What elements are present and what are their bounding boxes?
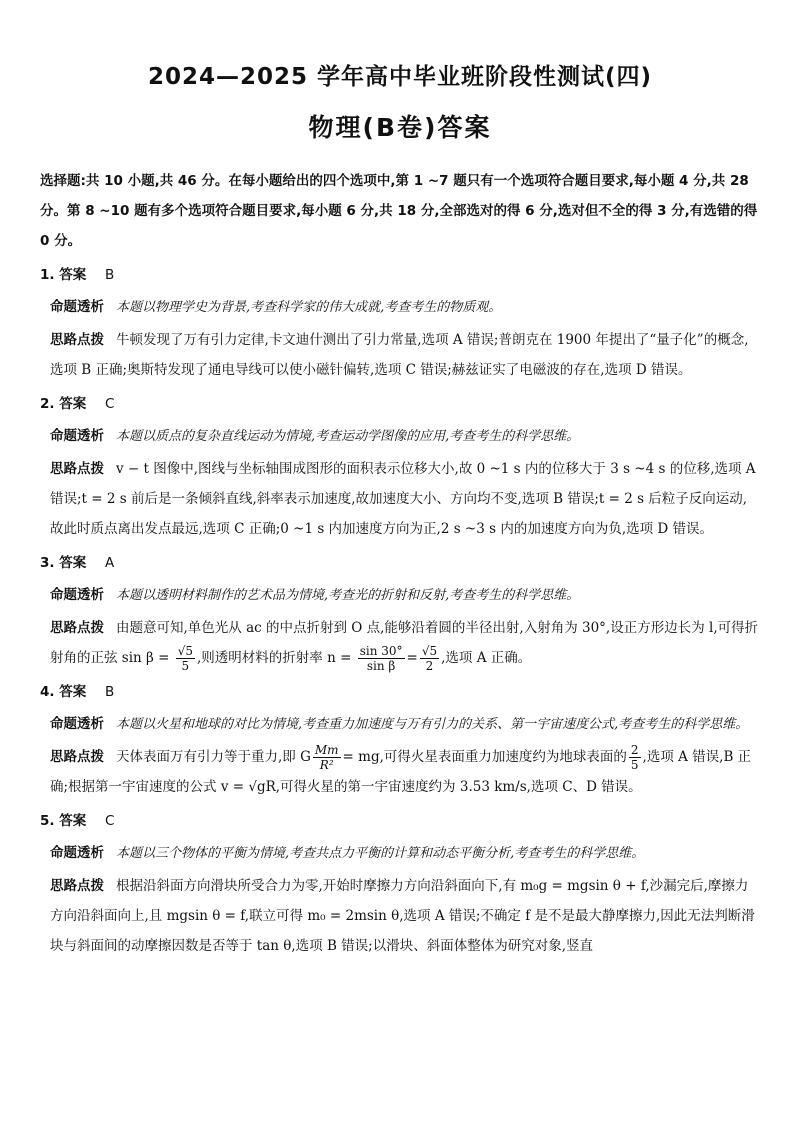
approach-label: 思路点拨: [50, 620, 104, 636]
answer-value: C: [104, 396, 115, 412]
answer-value: C: [104, 813, 115, 829]
question-item-3: [40, 548, 760, 673]
answer-value: A: [104, 555, 115, 571]
instructions: 选择题:共 10 小题,共 46 分。在每小题给出的四个选项中,第 1 ~7 题只有一个选项符合题目要求,每小题 4 分,共 28 分。第 8 ~10 题有多个选项符合题目要求,每小题 6 分,共 18 分,全部选对的得 6 分,选对但不全的得 3 分,有选错的得 0 分。: [40, 173, 758, 249]
answer-label: 答案: [59, 555, 87, 571]
approach-label: 思路点拨: [50, 461, 104, 477]
fraction-numerator: √5: [177, 644, 194, 658]
analysis-paragraph: [40, 292, 760, 323]
fraction-sqrt5-over-5: [176, 644, 195, 673]
answer-label: 答案: [59, 396, 87, 412]
question-item-4: [40, 677, 760, 802]
approach-text: v − t 图像中,图线与坐标轴围成图形的面积表示位移大小,故 0 ~1 s 内的位移大于 3 s ~4 s 的位移,选项 A 错误;t = 2 s 前后是一条倾斜直线,斜率表示加速度,故加速度大小、方向均不变,选项 B 错误;t = 2 s 后粒子反向运动,故此时质点离出发点最远,选项 C 正确;0 ~1 s 内加速度方向为正,2 s ~3 s 内的加速度方向为负,选项 D 错误。: [50, 461, 756, 537]
fraction-sin30-over-sinbeta: [358, 644, 405, 673]
fraction-denominator: R²: [319, 758, 334, 772]
fraction-sqrt5-over-2: [420, 644, 439, 673]
page-subtitle: 物理(B卷)答案: [308, 113, 492, 142]
approach-text-part-2: = mg,可得火星表面重力加速度约为地球表面的: [342, 749, 627, 765]
fraction-Mm-over-R2: [313, 743, 341, 772]
approach-paragraph: [40, 325, 760, 385]
question-item-1: [40, 260, 760, 385]
fraction-denominator: sin β: [366, 659, 396, 673]
approach-text: 根据沿斜面方向滑块所受合力为零,开始时摩擦力方向沿斜面向下,有 m₀g = mgsin θ + f,沙漏完后,摩擦力方向沿斜面向上,且 mgsin θ = f,联立可得 m₀ = 2msin θ,选项 A 错误;不确定 f 是不是最大静摩擦力,因此无法判断滑块与斜面间的动摩擦因数是否等于 tan θ,选项 B 错误;以滑块、斜面体整体为研究对象,竖直: [50, 878, 755, 954]
analysis-text: 本题以透明材料制作的艺术品为情境,考查光的折射和反射,考查考生的科学思维。: [116, 588, 580, 603]
approach-text: 牛顿发现了万有引力定律,卡文迪什测出了引力常量,选项 A 错误;普朗克在 1900 年提出了“量子化”的概念,选项 B 正确;奥斯特发现了通电导线可以使小磁针偏转,选项 C 错误;赫兹证实了电磁波的存在,选项 D 错误。: [50, 332, 749, 378]
answer-label: 答案: [59, 267, 87, 283]
analysis-label: 命题透析: [50, 587, 104, 603]
answer-line: [40, 389, 760, 419]
analysis-label: 命题透析: [50, 845, 104, 861]
question-item-2: [40, 389, 760, 544]
approach-text-part-1: 由题意可知,单色光从 ac 的中点折射到 O 点,能够沿着圆的半径出射,入射角为 30°,设正方形边长为 l,可得折射角的正弦 sin β =: [50, 620, 759, 666]
question-number: 3.: [40, 555, 55, 571]
answer-line: [40, 806, 760, 836]
analysis-text: 本题以物理学史为背景,考查科学家的伟大成就,考查考生的物质观。: [116, 300, 502, 315]
fraction-denominator: 5: [181, 659, 190, 673]
analysis-paragraph: [40, 838, 760, 869]
answer-line: [40, 260, 760, 290]
analysis-text: 本题以三个物体的平衡为情境,考查共点力平衡的计算和动态平衡分析,考查考生的科学思维。: [116, 846, 645, 861]
fraction-denominator: 5: [630, 758, 639, 772]
fraction-numerator: √5: [421, 644, 438, 658]
fraction-numerator: 2: [630, 743, 639, 757]
answer-value: B: [104, 684, 115, 700]
answer-line: [40, 677, 760, 707]
analysis-text: 本题以质点的复杂直线运动为情境,考查运动学图像的应用,考查考生的科学思维。: [116, 429, 580, 444]
page-title: 2024—2025 学年高中毕业班阶段性测试(四): [147, 64, 653, 90]
analysis-label: 命题透析: [50, 428, 104, 444]
analysis-paragraph: [40, 709, 760, 740]
fraction-2-over-5: [629, 743, 641, 772]
question-number: 2.: [40, 396, 55, 412]
analysis-label: 命题透析: [50, 716, 104, 732]
approach-text-part-4: ,选项 A 正确。: [441, 650, 532, 666]
approach-paragraph: [40, 742, 760, 802]
approach-label: 思路点拨: [50, 332, 104, 348]
approach-text-part-3: ,选项 A 错误,B 正确;根据第一宇宙速度的公式 v = √gR,可得火星的第一宇宙速度约为 3.53 km/s,选项 C、D 错误。: [50, 749, 752, 795]
approach-text-part-3: =: [406, 650, 418, 666]
approach-text-part-2: ,则透明材料的折射率 n =: [197, 650, 352, 666]
question-number: 5.: [40, 813, 55, 829]
approach-paragraph: [40, 454, 760, 544]
analysis-text: 本题以火星和地球的对比为情境,考查重力加速度与万有引力的关系、第一宇宙速度公式,考查考生的科学思维。: [116, 717, 749, 732]
question-item-5: [40, 806, 760, 961]
question-number: 1.: [40, 267, 55, 283]
answer-value: B: [104, 267, 115, 283]
fraction-numerator: Mm: [314, 743, 339, 757]
analysis-paragraph: [40, 580, 760, 611]
approach-text-part-1: 天体表面万有引力等于重力,即 G: [116, 749, 311, 765]
answer-label: 答案: [59, 684, 87, 700]
approach-paragraph: [40, 613, 760, 673]
analysis-label: 命题透析: [50, 299, 104, 315]
analysis-paragraph: [40, 421, 760, 452]
question-number: 4.: [40, 684, 55, 700]
approach-paragraph: [40, 871, 760, 961]
fraction-denominator: 2: [425, 659, 434, 673]
approach-label: 思路点拨: [50, 749, 104, 765]
answer-line: [40, 548, 760, 578]
approach-label: 思路点拨: [50, 878, 104, 894]
fraction-numerator: sin 30°: [359, 644, 403, 658]
answer-label: 答案: [59, 813, 87, 829]
